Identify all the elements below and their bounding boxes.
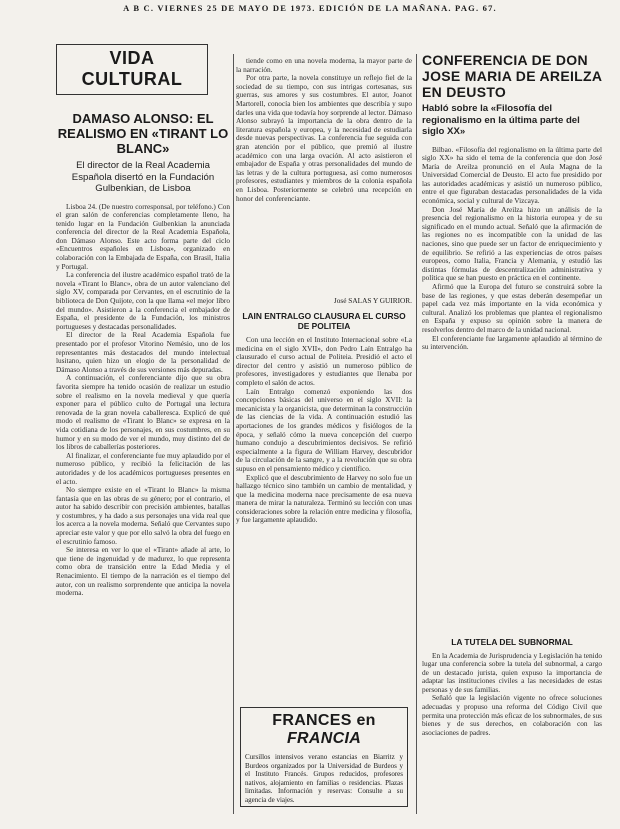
paragraph: tiende como en una novela moderna, la mayor parte de la narración. <box>236 57 412 74</box>
paragraph: Don José María de Areilza hizo un análisis de la presencia del regionalismo en la historia europea y de su significado en el mundo actual. Señaló que la afirmación de las regiones no es incompatible con la unidad de las naciones, sino que puede ser un factor de enriquecimiento y de equilibrio. Se refirió a las experiencias de otros países europeos, como Italia, Francia y Alemania, y estudió las distintas fórmulas de descentralización administrativa y política que se han puesto en práctica en el continente. <box>422 205 602 283</box>
column-divider <box>416 54 417 814</box>
paragraph: Se interesa en ver lo que el «Tirant» añade al arte, lo que tiene de ingenuidad y de madurez, lo que representa como obra de transición entre la Edad Media y el Renacimiento. El tiempo de la narración es el tiempo del autor, con un realismo sorprendente que anticipa la novela moderna. <box>56 546 230 598</box>
left-column <box>56 44 230 768</box>
section-label: VIDA CULTURAL <box>56 44 208 95</box>
paragraph: El conferenciante fue largamente aplaudido al término de su intervención. <box>422 334 602 352</box>
paragraph: Al finalizar, el conferenciante fue muy aplaudido por el numeroso público, y recibió la felicitación de las autoridades y de los académicos portugueses presentes en el acto. <box>56 451 230 486</box>
paragraph: En la Academia de Jurisprudencia y Legislación ha tenido lugar una conferencia sobre la tutela del subnormal, a cargo de un destacado jurista, quien expuso la importancia de adaptar las instituciones civiles a las necesidades de estas personas y de sus familias. <box>422 651 602 694</box>
paragraph: A continuación, el conferenciante dijo que su obra favorita siempre ha tenido ocasión de realizar un estudio sobre el realismo en la novela medieval y que quería exponer para el público culto de Portugal una lectura renovada de la gran novela caballeresca. Explicó de qué modo el realismo de «Tirant lo Blanc» se expresa en la vida cotidiana de los personajes, en sus costumbres, en su humor y en su modo de ver el mundo, muy distinto del de los libros de caballerías posteriores. <box>56 374 230 452</box>
right-inner-body <box>422 652 602 802</box>
left-article-headline: DAMASO ALONSO: EL REALISMO EN «TIRANT LO BLANC» <box>57 111 229 156</box>
right-column <box>422 52 602 802</box>
right-article-headline: CONFERENCIA DE DON JOSE MARIA DE AREILZA EN DEUSTO <box>422 52 602 100</box>
advertisement <box>240 707 408 807</box>
middle-article-body <box>236 336 412 694</box>
paragraph: La conferencia del ilustre académico español trató de la novela «Tirant lo Blanc», obra de un autor valenciano del siglo XV, comparada por Cervantes, en el escrutinio de la biblioteca de Don Quijote, con la que llama «el mejor libro del mundo». Asistieron a la conferencia el embajador de España, el presidente de la Fundación, los ministros portugueses y destacadas personalidades. <box>56 271 230 331</box>
middle-article-headline: LAIN ENTRALGO CLAUSURA EL CURSO DE POLITEIA <box>242 311 406 331</box>
page-header: A B C. VIERNES 25 DE MAYO DE 1973. EDICIÓN DE LA MAÑANA. PAG. 67. <box>123 3 497 13</box>
right-inner-headline: LA TUTELA DEL SUBNORMAL <box>451 636 573 647</box>
right-article-body <box>422 146 602 631</box>
paragraph: Señaló que la legislación vigente no ofrece soluciones adecuadas y propuso una reforma del Código Civil que permita una protección más eficaz de los subnormales, de sus bienes y de sus derechos, en colaboración con las asociaciones de padres. <box>422 694 602 737</box>
paragraph: Con una lección en el Instituto Internacional sobre «La medicina en el siglo XVII», don Pedro Laín Entralgo ha clausurado el curso actual de Politeia. Presidió el acto el director del centro y asistió un numeroso público de profesores, investigadores y estudiantes que llenaba por completo el salón de actos. <box>236 336 412 387</box>
ad-text: Cursillos intensivos verano estancias en Biarritz y Burdeos organizados por la Universidad de Burdeos y el Instituto Francés. Grupos reducidos, profesores nativos, alojamiento en familias o residencias. Plazas limitadas. Información y reservas: Consulte a su agencia de viajes. <box>245 753 403 804</box>
middle-column <box>236 57 412 694</box>
paragraph: El director de la Real Academia Española fue presentado por el profesor Vitorino Nemésio, uno de los representantes más destacados del mundo intelectual lusitano, quien hizo un elogio de la personalidad de Dámaso Alonso a través de sus versiones más depuradas. <box>56 331 230 374</box>
paragraph: Lisboa 24. (De nuestro corresponsal, por teléfono.) Con el gran salón de conferencias completamente lleno, ha tenido lugar en la Fundación Gulbenkian la anunciada conferencia del director de la Real Academia Española, don Dámaso Alonso. Este acto forma parte del ciclo «Encuentros españoles en Lisboa», organizado en colaboración con la Embajada de España, con Brasil, Italia y Portugal. <box>56 202 230 271</box>
middle-article-top <box>236 57 412 294</box>
paragraph: Afirmó que la Europa del futuro se construirá sobre la base de las regiones, y que estas deberán desempeñar un papel cada vez más importante en la vida económica y cultural. Analizó los problemas que plantea el regionalismo en España y expuso su opinión sobre la manera de resolverlos dentro del marco de la unidad nacional. <box>422 283 602 334</box>
left-article-body <box>56 203 230 768</box>
left-article-subhead: El director de la Real Academia Española disertó en la Fundación Gulbenkian, de Lisboa <box>71 160 215 194</box>
paragraph: No siempre existe en el «Tirant lo Blanc» la misma fantasía que en las obras de su género; por el contrario, el autor ha sabido describir con precisión ambientes, batallas y costumbres, y ha dado a sus personajes una vida real que los acerca a la novela moderna. Señaló que Cervantes supo apreciar este valor y que por ello salvó la obra del fuego en el escrutinio famoso. <box>56 486 230 546</box>
author-signature: José SALAS Y GUIRIOR. <box>333 296 412 305</box>
right-article-subhead: Habló sobre la «Filosofía del regionalismo en la última parte del siglo XX» <box>422 103 580 137</box>
column-divider <box>233 54 234 814</box>
paragraph: Por otra parte, la novela constituye un reflejo fiel de la sociedad de su tiempo, con sus intrigas cortesanas, sus guerras, sus amores y sus costumbres. El autor, Joanot Martorell, conocía bien los ambientes que describía y supo darles una vida que todavía hoy sorprende al lector. Dámaso Alonso subrayó la importancia de la obra dentro de la literatura española y europea, y la necesidad de estudiarla desde nuevas perspectivas. La conferencia fue seguida con gran atención por el público, que premió al ilustre académico con una larga ovación. Al acto asistieron el embajador de España y otras personalidades del mundo de las letras y de la cultura portuguesa, así como numerosos profesores, estudiantes y miembros de la colonia española en Lisboa. Posteriormente se celebró una recepción en honor del conferenciante. <box>236 74 412 203</box>
ad-title <box>245 712 403 748</box>
paragraph: Bilbao. «Filosofía del regionalismo en la última parte del siglo XX» ha sido el tema de la conferencia que don José María de Areilza pronunció en el Aula Magna de la Universidad Comercial de Deusto. El acto fue presidido por las autoridades académicas y asistió un numeroso público, entre el que figuraban destacadas personalidades de la vida económica, social y cultural de Vizcaya. <box>422 145 602 206</box>
paragraph: Laín Entralgo comenzó exponiendo las dos concepciones básicas del universo en el siglo XVII: la mecanicista y la organicista, que determinan la construcción de las ciencias de la vida. A continuación estudió las aportaciones de los grandes médicos y fisiólogos de la época, y señaló cómo la nueva concepción del cuerpo humano condujo a descubrimientos decisivos. Se refirió especialmente a la figura de William Harvey, descubridor de la circulación de la sangre, y a la revolución que su obra supuso en el pensamiento médico y científico. <box>236 387 412 473</box>
paragraph: Explicó que el descubrimiento de Harvey no solo fue un hallazgo técnico sino también un cambio de mentalidad, y que la medicina moderna nace precisamente de esa nueva manera de mirar la naturaleza. Terminó su lección con unas consideraciones sobre la relación entre medicina y filosofía, y fue largamente aplaudido. <box>236 473 412 525</box>
ad-title-plain: FRANCES en <box>272 712 376 729</box>
ad-title-italic: FRANCIA <box>286 730 362 747</box>
